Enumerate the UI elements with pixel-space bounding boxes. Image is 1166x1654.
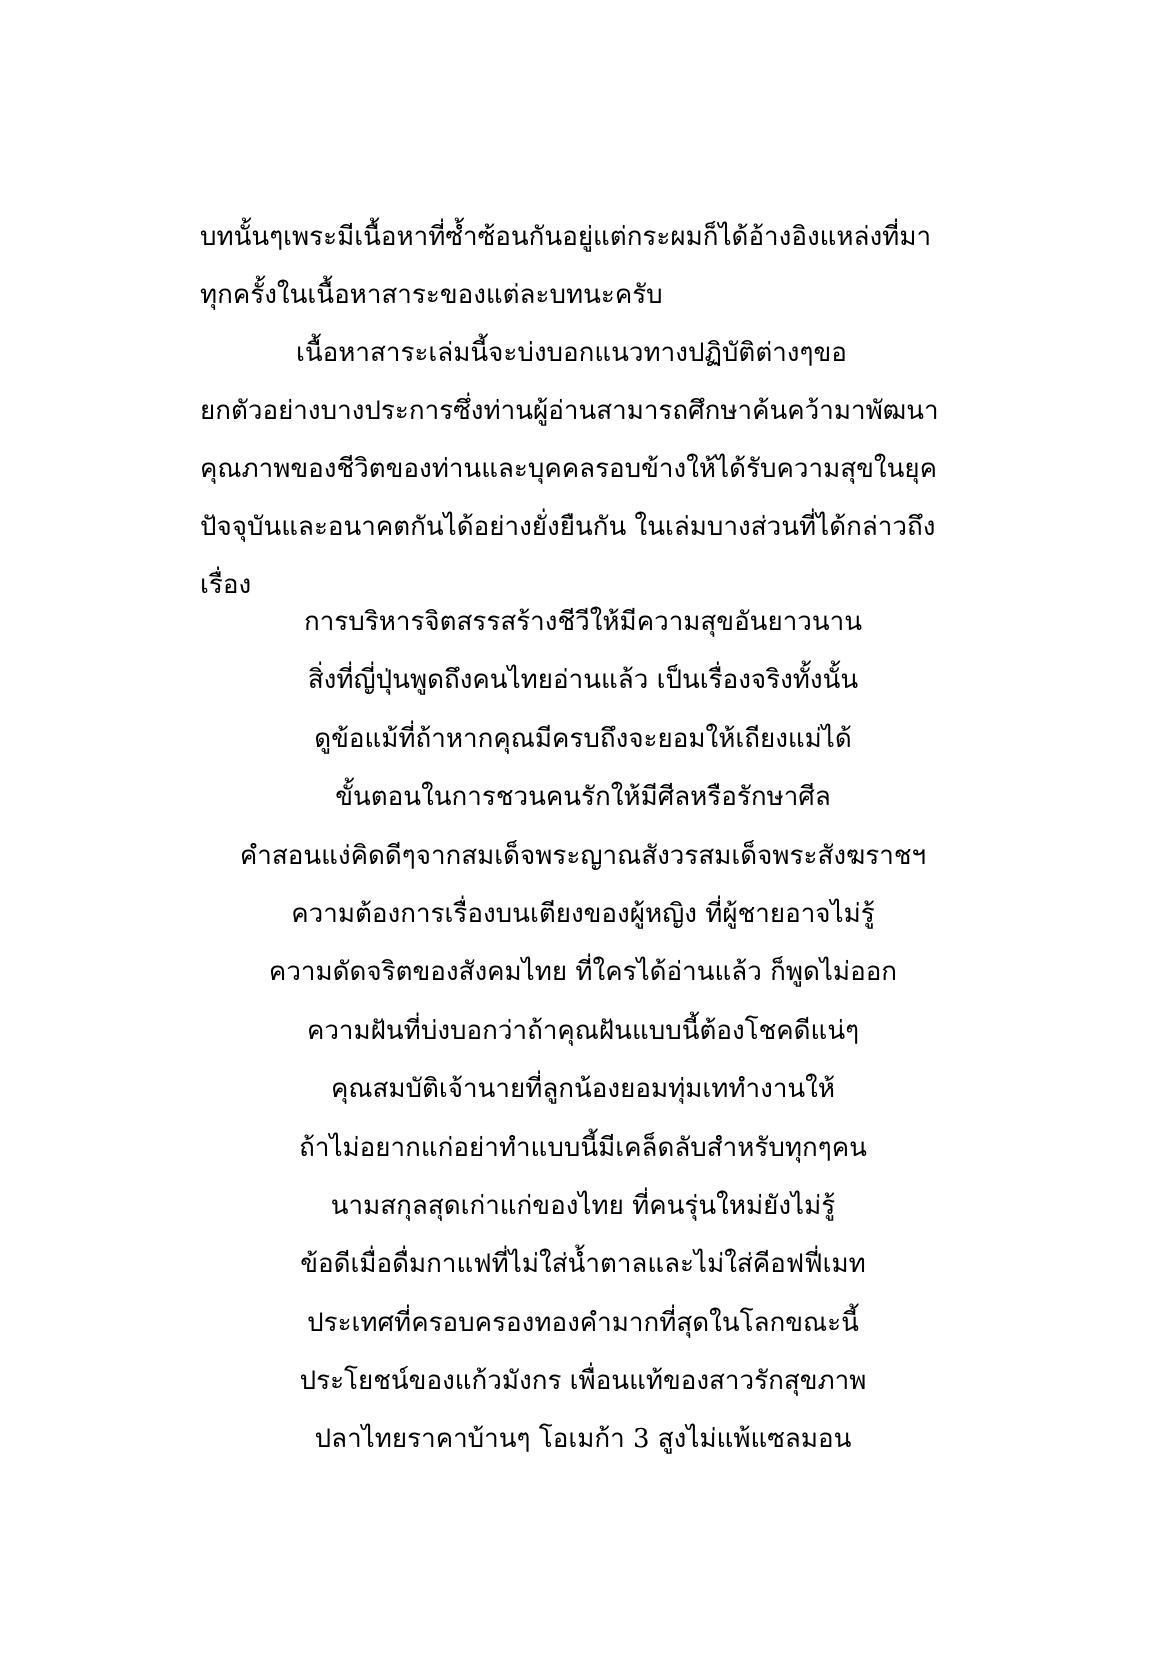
- topic-item: ประเทศที่ครอบครองทองคำมากที่สุดในโลกขณะนี้: [307, 1307, 859, 1338]
- topic-item: คำสอนแง่คิดดีๆจากสมเด็จพระญาณสังวรสมเด็จพระสังฆราชฯ: [239, 840, 927, 871]
- topic-list: [170, 593, 996, 1469]
- paragraph-line: ยกตัวอย่างบางประการซึ่งท่านผู้อ่านสามารถศึกษาค้นคว้ามาพัฒนา: [200, 396, 939, 426]
- topic-item: นามสกุลสุดเก่าแก่ของไทย ที่คนรุ่นใหม่ยังไม่รู้: [330, 1190, 836, 1221]
- topic-item: ความดัดจริตของสังคมไทย ที่ใครได้อ่านแล้ว ก็พูดไม่ออก: [268, 957, 898, 988]
- paragraph-line: ปัจจุบันและอนาคตกันได้อย่างยั่งยืนกัน ในเล่มบางส่วนที่ได้กล่าวถึง: [200, 512, 936, 542]
- paragraph-line: บทนั้นๆเพระมีเนื้อหาที่ซ้ำซ้อนกันอยู่แต่กระผมก็ได้อ้างอิงแหล่งที่มา: [200, 222, 932, 252]
- topic-item: ปลาไทยราคาบ้านๆ โอเมก้า 3 สูงไม่แพ้แซลมอน: [314, 1424, 852, 1455]
- paragraph-line: เรื่อง: [200, 570, 252, 600]
- topic-item: การบริหารจิตสรรสร้างชีวีให้มีความสุขอันยาวนาน: [303, 607, 863, 637]
- topic-item: ความต้องการเรื่องบนเตียงของผู้หญิง ที่ผู้ชายอาจไม่รู้: [291, 898, 875, 929]
- paragraph-line: คุณภาพของชีวิตของท่านและบุคคลรอบข้างให้ได้รับความสุขในยุค: [200, 454, 937, 484]
- topic-item: ดูข้อแม้ที่ถ้าหากคุณมีครบถึงจะยอมให้เถียงแม่ได้: [314, 723, 852, 754]
- topic-item: ถ้าไม่อยากแก่อย่าทำแบบนี้มีเคล็ดลับสำหรับทุกๆคน: [299, 1132, 867, 1163]
- paragraph-line: เนื้อหาสาระเล่มนี้จะบ่งบอกแนวทางปฏิบัติต่างๆขอ: [296, 338, 847, 368]
- topic-item: ขั้นตอนในการชวนคนรักให้มีศีลหรือรักษาศีล: [335, 782, 831, 813]
- intro-text: [200, 208, 960, 614]
- topic-item: สิ่งที่ญี่ปุ่นพูดถึงคนไทยอ่านแล้ว เป็นเรื่องจริงทั้งนั้น: [307, 665, 859, 696]
- topic-item: ข้อดีเมื่อดื่มกาแฟที่ไม่ใส่น้ำตาลและไม่ใส่คีอฟฟี่เมท: [300, 1249, 866, 1280]
- topic-item: ประโยชน์ของแก้วมังกร เพื่อนแท้ของสาวรักสุขภาพ: [299, 1366, 867, 1397]
- topic-item: ความฝันที่บ่งบอกว่าถ้าคุณฝันแบบนี้ต้องโชคดีแน่ๆ: [306, 1015, 860, 1046]
- paragraph-line: ทุกครั้งในเนื้อหาสาระของแต่ละบทนะครับ: [200, 280, 663, 310]
- topic-item: คุณสมบัติเจ้านายที่ลูกน้องยอมทุ่มเททำงานให้: [330, 1074, 836, 1105]
